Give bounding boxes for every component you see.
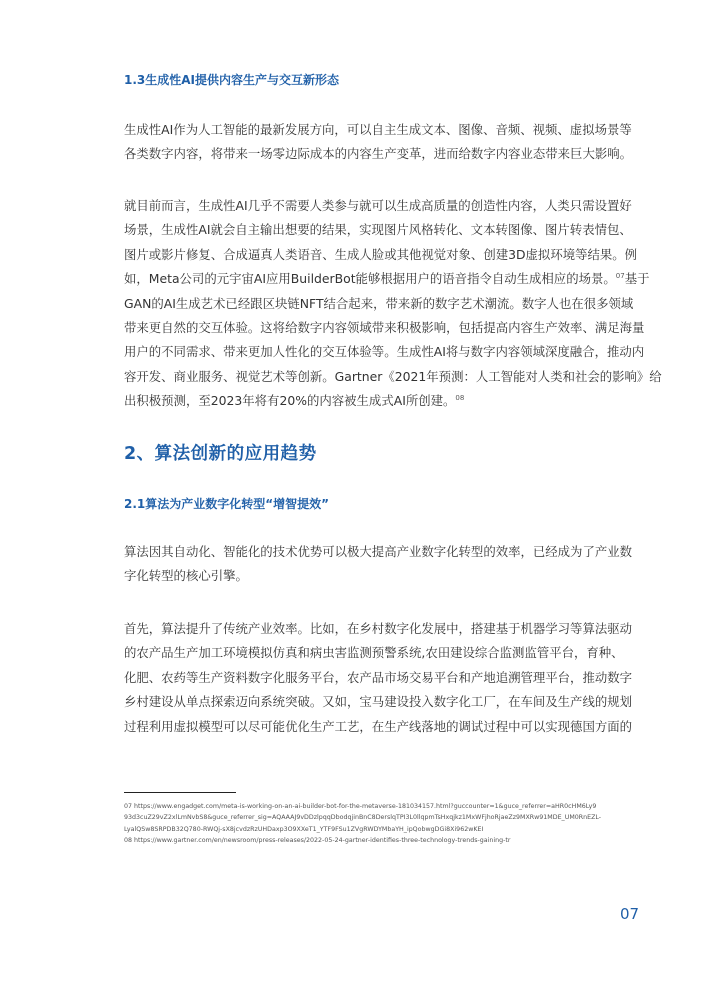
section-2-1-paragraph-1 <box>124 540 644 589</box>
text-line: 带来更自然的交互体验。这将给数字内容领域带来积极影响，包括提高内容生产效率、满足海量 <box>124 320 645 336</box>
footnote-08-line[interactable]: 08 https://www.gartner.com/en/newsroom/press-releases/2022-05-24-gartner-identifies-three-technology-trends-gaining-tr <box>124 836 511 844</box>
footnote-07-line[interactable]: 93d3cuZ29vZ2xlLmNvbS8&guce_referrer_sig=AQAAAJ9vDDzlpqqDbodqjinBnC8DerslqTPI3L0llqpmTsHxqjkz1MxWFjhoRjaeZz9MXRw91MDE_UM0RnEZL- <box>124 814 602 822</box>
text-line: GAN的AI生成艺术已经跟区块链NFT结合起来，带来新的数字艺术潮流。数字人也在很多领域 <box>124 295 634 311</box>
page-number: 07 <box>620 905 640 923</box>
text-line: 容开发、商业服务、视觉艺术等创新。Gartner《2021年预测：人工智能对人类和社会的影响》给 <box>124 368 662 384</box>
text-line: 如，Meta公司的元宇宙AI应用BuilderBot能够根据用户的语音指令自动生成相应的场景。 <box>124 271 616 287</box>
text-line-with-ref-08 <box>124 389 644 413</box>
section-1-3-paragraph-1 <box>124 118 644 167</box>
text-line: 用户的不同需求、带来更加人性化的交互体验等。生成性AI将与数字内容领域深度融合，推动内 <box>124 344 645 360</box>
text-line: 出积极预测，至2023年将有20%的内容被生成式AI所创建。 <box>124 393 456 409</box>
text-line: 各类数字内容，将带来一场零边际成本的内容生产变革，进而给数字内容业态带来巨大影响。 <box>124 146 633 162</box>
section-1-3-heading: 1.3生成性AI提供内容生产与交互新形态 <box>124 73 340 87</box>
section-2-1-paragraph-2 <box>124 617 644 739</box>
section-2-1-heading: 2.1算法为产业数字化转型“增智提效” <box>124 497 330 511</box>
footnote-07-line[interactable]: LyalQSw8SRPDB32Q780-RWQj-sX8jcvdzRzUHDaxp3O9XXeT1_YTF9FSu1ZVgRWDYMbaYH_ipQobwgDGi8Xi962wKEI <box>124 825 484 833</box>
text-line: 就目前而言，生成性AI几乎不需要人类参与就可以生成高质量的创造性内容，人类只需设置好 <box>124 198 632 213</box>
text-line-with-ref-07 <box>124 267 650 291</box>
text-line: 图片或影片修复、合成逼真人类语音、生成人脸或其他视觉对象、创建3D虚拟环境等结果。例 <box>124 246 638 262</box>
text-line: 字化转型的核心引擎。 <box>124 568 248 584</box>
footnotes <box>124 801 644 846</box>
section-1-3-paragraph-2 <box>124 194 662 414</box>
footnote-ref-08[interactable]: 08 <box>455 394 465 403</box>
text-line: 算法因其自动化、智能化的技术优势可以极大提高产业数字化转型的效率，已经成为了产业数 <box>124 544 633 559</box>
footnote-07-line[interactable]: 07 https://www.engadget.com/meta-is-working-on-an-ai-builder-bot-for-the-metaverse-181034157.html?guccounter=1&guce_referrer=aHR0cHM6Ly9 <box>124 803 597 810</box>
text-line: 场景，生成性AI就会自主输出想要的结果，实现图片风格转化、文本转图像、图片转表情包、 <box>124 222 632 238</box>
text-line: 生成性AI作为人工智能的最新发展方向，可以自主生成文本、图像、音频、视频、虚拟场景等 <box>124 122 632 137</box>
text-line: 过程利用虚拟模型可以尽可能优化生产工艺，在生产线落地的调试过程中可以实现德国方面的 <box>124 718 633 734</box>
text-line: 化肥、农药等生产资料数字化服务平台，农产品市场交易平台和产地追溯管理平台，推动数字 <box>124 669 633 685</box>
text-line: 乡村建设从单点探索迈向系统突破。又如，宝马建设投入数字化工厂，在车间及生产线的规划 <box>124 694 633 710</box>
text-line: 首先，算法提升了传统产业效率。比如，在乡村数字化发展中，搭建基于机器学习等算法驱动 <box>124 621 633 636</box>
footnote-divider <box>124 792 236 793</box>
text-line-tail: 基于 <box>624 271 650 287</box>
text-line: 的农产品生产加工环境模拟仿真和病虫害监测预警系统,农田建设综合监测监管平台，育种、 <box>124 645 624 661</box>
section-2-heading: 2、算法创新的应用趋势 <box>124 444 317 464</box>
footnote-ref-07[interactable]: 07 <box>615 272 625 281</box>
